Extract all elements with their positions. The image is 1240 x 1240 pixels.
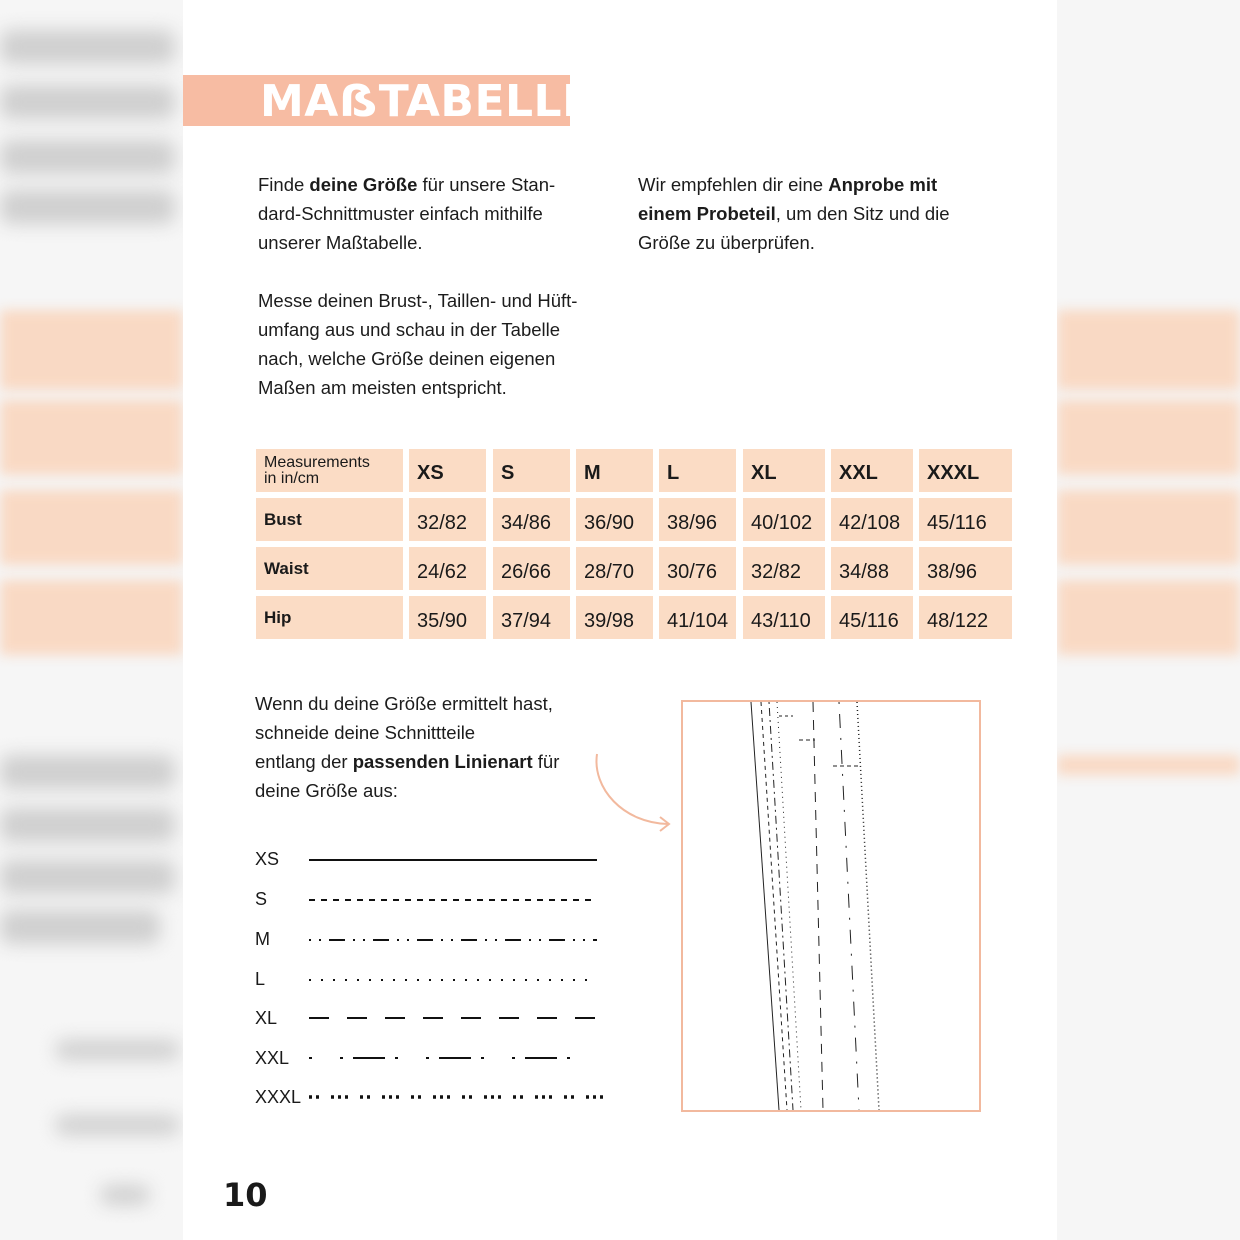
- size-header: XL: [743, 449, 825, 492]
- table-cell: 26/66: [493, 547, 570, 590]
- text: , um den Sitz und die: [775, 203, 950, 224]
- text: deine Größe aus:: [255, 780, 398, 801]
- legend-label-xxxl: XXXL: [255, 1087, 302, 1107]
- legend-label-xs: XS: [255, 849, 280, 869]
- blurred-table-band: [0, 580, 183, 655]
- legend-line-samples: [307, 850, 607, 1110]
- row-label-hip: Hip: [256, 596, 403, 639]
- blurred-text: [0, 755, 175, 789]
- page-number: 10: [223, 1176, 268, 1214]
- blurred-table-band: [0, 400, 183, 475]
- text: Wenn du deine Größe ermittelt hast,: [255, 693, 553, 714]
- pattern-excerpt-box: [681, 700, 981, 1112]
- blurred-table-band: [0, 490, 183, 565]
- table-cell: 45/116: [919, 498, 1012, 541]
- size-header: XXXL: [919, 449, 1012, 492]
- blurred-text: [0, 808, 175, 842]
- table-cell: 45/116: [831, 596, 913, 639]
- text: Finde: [258, 174, 310, 195]
- intro-paragraph-1: [258, 170, 618, 257]
- blurred-text: [0, 85, 175, 119]
- table-cell: 42/108: [831, 498, 913, 541]
- text: umfang aus und schau in der Tabelle: [258, 319, 561, 340]
- table-cell: 37/94: [493, 596, 570, 639]
- legend-label-s: S: [255, 889, 268, 909]
- table-cell: 39/98: [576, 596, 653, 639]
- page-title: MAẞTABELLE: [260, 76, 593, 127]
- table-cell: 34/88: [831, 547, 913, 590]
- table-cell: 32/82: [409, 498, 486, 541]
- size-header: XXL: [831, 449, 913, 492]
- table-cell: 32/82: [743, 547, 825, 590]
- text: dard-Schnittmuster einfach mithilfe: [258, 203, 543, 224]
- row-label-waist: Waist: [256, 547, 403, 590]
- table-cell: 43/110: [743, 596, 825, 639]
- legend-label-l: L: [255, 969, 266, 989]
- blurred-table-band: [1057, 400, 1240, 475]
- size-header: S: [493, 449, 570, 492]
- table-cell: 38/96: [919, 547, 1012, 590]
- table-cell: 24/62: [409, 547, 486, 590]
- intro-paragraph-3: [638, 170, 998, 257]
- blurred-table-band: [0, 310, 183, 390]
- text: schneide deine Schnittteile: [255, 722, 476, 743]
- bold-text: einem Probeteil: [638, 203, 776, 224]
- text: Maßen am meisten entspricht.: [258, 377, 507, 398]
- cutting-instructions: [255, 689, 615, 805]
- text: Wir empfehlen dir eine: [638, 174, 829, 195]
- blurred-text: [0, 140, 175, 174]
- legend-label-xxl: XXL: [255, 1048, 290, 1068]
- table-cell: 36/90: [576, 498, 653, 541]
- blurred-text: [0, 30, 175, 64]
- blurred-table-band: [1057, 580, 1240, 655]
- bold-text: deine Größe: [309, 174, 418, 195]
- table-cell: 28/70: [576, 547, 653, 590]
- legend-label-xl: XL: [255, 1008, 278, 1028]
- table-cell: 30/76: [659, 547, 736, 590]
- bold-text: Anprobe mit: [828, 174, 938, 195]
- text: unserer Maßtabelle.: [258, 232, 423, 253]
- curved-arrow-icon: [588, 748, 678, 838]
- pattern-line-xl: [813, 702, 823, 1110]
- blurred-band: [1057, 755, 1240, 775]
- pattern-line-m: [769, 702, 793, 1110]
- blurred-table-band: [1057, 490, 1240, 565]
- table-cell: 38/96: [659, 498, 736, 541]
- text: für unsere Stan-: [417, 174, 556, 195]
- blurred-line: [55, 1040, 180, 1060]
- text: Measurements: [264, 454, 370, 471]
- table-cell: 34/86: [493, 498, 570, 541]
- blurred-text: [0, 910, 160, 944]
- text: für: [532, 751, 560, 772]
- blurred-line: [55, 1115, 180, 1135]
- pattern-line-xs: [751, 702, 779, 1110]
- pattern-line-xxl: [839, 702, 859, 1110]
- pattern-line-xxxl: [857, 702, 879, 1110]
- table-cell: 35/90: [409, 596, 486, 639]
- text: Größe zu überprüfen.: [638, 232, 815, 253]
- text: in in/cm: [264, 470, 320, 487]
- row-label-bust: Bust: [256, 498, 403, 541]
- legend-label-m: M: [255, 929, 270, 949]
- table-corner-header: [256, 449, 403, 492]
- text: Messe deinen Brust-, Taillen- und Hüft-: [258, 290, 578, 311]
- page: [183, 0, 1057, 1240]
- table-cell: 40/102: [743, 498, 825, 541]
- table-cell: 41/104: [659, 596, 736, 639]
- bold-text: passenden Linienart: [352, 751, 533, 772]
- blurred-line: [100, 1185, 150, 1205]
- size-header: M: [576, 449, 653, 492]
- table-cell: 48/122: [919, 596, 1012, 639]
- size-header: XS: [409, 449, 486, 492]
- text: nach, welche Größe deinen eigenen: [258, 348, 556, 369]
- pattern-lines-illustration: [683, 702, 979, 1110]
- blurred-text: [0, 190, 175, 224]
- intro-paragraph-2: [258, 286, 638, 402]
- size-header: L: [659, 449, 736, 492]
- blurred-table-band: [1057, 310, 1240, 390]
- blurred-text: [0, 860, 175, 894]
- text: entlang der: [255, 751, 353, 772]
